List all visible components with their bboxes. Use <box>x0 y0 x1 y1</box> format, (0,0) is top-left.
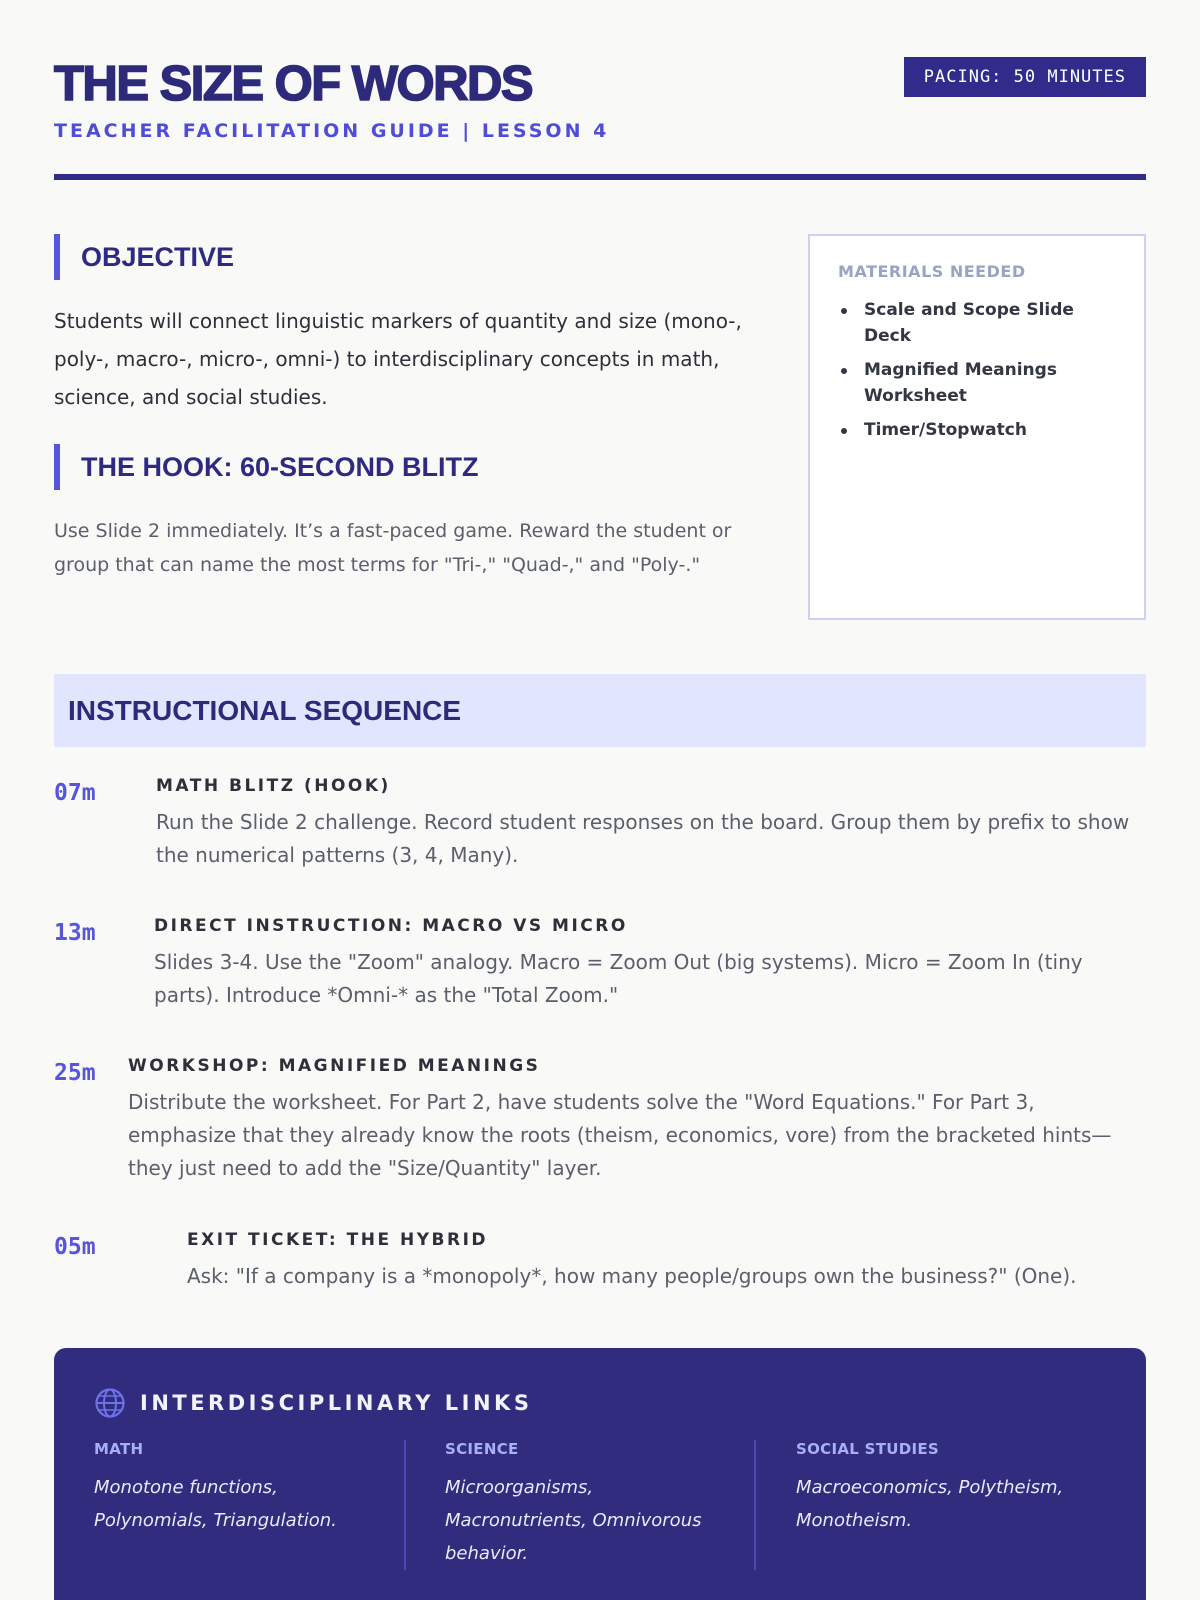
materials-item: Magnified Meanings Worksheet <box>838 357 1118 409</box>
materials-item: Timer/Stopwatch <box>838 417 1118 443</box>
links-heading: INTERDISCIPLINARY LINKS <box>140 1391 533 1415</box>
link-category: SCIENCE <box>445 1440 519 1458</box>
hook-text: Use Slide 2 immediately. It’s a fast-paced game. Reward the student or group that can name the most terms for "Tri-," "Quad-," and "Poly-." <box>54 520 732 576</box>
step-description: Distribute the worksheet. For Part 2, have students solve the "Word Equations." For Part 3, emphasize that they already know the roots (theism, economics, vore) from the bracketed hints—they just need to add the "Size/Quantity" layer. <box>128 1090 1112 1180</box>
link-column-science <box>445 1440 745 1570</box>
link-items: Microorganisms, Macronutrients, Omnivorous behavior. <box>445 1477 702 1564</box>
interdisciplinary-links-panel <box>54 1348 1146 1600</box>
step-title: MATH BLITZ (HOOK) <box>156 776 391 796</box>
column-divider <box>404 1440 406 1570</box>
step-time: 05m <box>54 1234 96 1260</box>
objective-text: Students will connect linguistic markers of quantity and size (mono-, poly-, macro-, micro-, omni-) to interdisciplinary concepts in math, science, and social studies. <box>54 309 742 409</box>
materials-heading: MATERIALS NEEDED <box>838 262 1026 281</box>
step-description: Slides 3-4. Use the "Zoom" analogy. Macro = Zoom Out (big systems). Micro = Zoom In (tiny parts). Introduce *Omni-* as the "Total Zoom." <box>154 950 1083 1007</box>
overview-section <box>54 234 1146 620</box>
page-title: THE SIZE OF WORDS <box>54 57 533 111</box>
link-column-social-studies <box>796 1440 1096 1537</box>
step-body <box>154 916 1146 1012</box>
header <box>54 0 1146 182</box>
links-header <box>94 1386 1106 1420</box>
step-title: DIRECT INSTRUCTION: MACRO VS MICRO <box>154 916 628 936</box>
column-divider <box>754 1440 756 1570</box>
step-time: 25m <box>54 1060 96 1086</box>
links-columns <box>94 1440 1106 1580</box>
step-description: Run the Slide 2 challenge. Record student responses on the board. Group them by prefix to show the numerical patterns (3, 4, Many). <box>156 810 1130 867</box>
link-items: Macroeconomics, Polytheism, Monotheism. <box>796 1477 1064 1531</box>
step-body <box>187 1230 1146 1293</box>
step-title: WORKSHOP: MAGNIFIED MEANINGS <box>128 1056 541 1076</box>
page-subtitle: TEACHER FACILITATION GUIDE | LESSON 4 <box>54 120 610 142</box>
header-divider <box>54 174 1146 180</box>
step-time: 13m <box>54 920 96 946</box>
link-column-math <box>94 1440 394 1537</box>
step-description: Ask: "If a company is a *monopoly*, how many people/groups own the business?" (One). <box>187 1264 1077 1288</box>
overview-main <box>54 234 764 582</box>
link-category: MATH <box>94 1440 144 1458</box>
pacing-badge: PACING: 50 MINUTES <box>904 57 1146 97</box>
step-body <box>156 776 1146 872</box>
step-title: EXIT TICKET: THE HYBRID <box>187 1230 489 1250</box>
step-body <box>128 1056 1146 1185</box>
materials-list <box>838 297 1118 443</box>
objective-heading: OBJECTIVE <box>54 234 764 280</box>
materials-box <box>808 234 1146 620</box>
link-items: Monotone functions, Polynomials, Triangulation. <box>94 1477 337 1531</box>
hook-heading: THE HOOK: 60-SECOND BLITZ <box>54 444 764 490</box>
sequence-heading: INSTRUCTIONAL SEQUENCE <box>54 674 1146 747</box>
globe-icon <box>94 1387 126 1419</box>
link-category: SOCIAL STUDIES <box>796 1440 940 1458</box>
step-time: 07m <box>54 780 96 806</box>
materials-item: Scale and Scope Slide Deck <box>838 297 1118 349</box>
